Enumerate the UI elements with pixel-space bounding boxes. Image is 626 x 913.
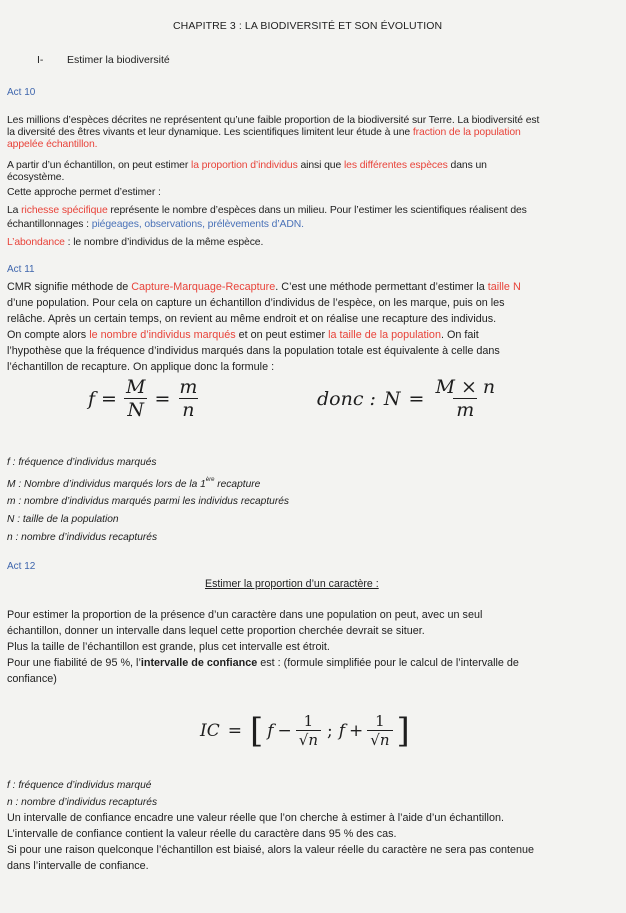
act11-paragraph-line xyxy=(7,329,479,342)
denominator: n xyxy=(179,398,197,421)
text-span: : le nombre d’individus de la même espèce. xyxy=(64,237,264,248)
act12-paragraph-line: Pour estimer la proportion de la présence d’un caractère dans une population on peut, avec un seul xyxy=(7,609,483,621)
definition-f: f : fréquence d’individus marqués xyxy=(7,457,157,468)
denominator: √n xyxy=(367,730,392,749)
highlight-text: appelée échantillon. xyxy=(7,139,98,150)
act12-conclusion-line: L’intervalle de confiance contient la valeur réelle du caractère dans 95 % des cas. xyxy=(7,828,397,840)
act12-label: Act 12 xyxy=(7,561,36,572)
highlight-text: la proportion d’individus xyxy=(191,160,298,171)
highlight-text: la taille de la population xyxy=(328,329,441,341)
section-number: I- xyxy=(37,54,44,66)
act10-paragraph-line xyxy=(7,160,487,172)
numerator: m xyxy=(179,376,198,398)
text-span: Pour une fiabilité de 95 %, l’ xyxy=(7,657,141,669)
highlight-text: richesse spécifique xyxy=(21,205,108,216)
text-span: recapture xyxy=(214,479,261,490)
act12-subtitle: Estimer la proportion d’un caractère : xyxy=(205,578,379,590)
act11-paragraph-line: l’échantillon de recapture. On applique donc la formule : xyxy=(7,361,275,373)
act11-paragraph-line xyxy=(7,281,521,294)
act10-paragraph-line: écosystème. xyxy=(7,172,65,183)
text-span: ainsi que xyxy=(297,160,344,171)
fraction xyxy=(123,376,148,421)
text-span: la diversité des êtres vivants et leur dynamique. Les scientifiques limitent leur étude à une xyxy=(7,127,413,138)
text-span: est : (formule simplifiée pour le calcul de l’intervalle de xyxy=(257,657,519,669)
formula-symbol: ; xyxy=(327,720,333,741)
act12-conclusion-line: Un intervalle de confiance encadre une valeur réelle que l’on cherche à estimer à l’aide d’un échantillon. xyxy=(7,812,504,824)
highlight-text: les différentes espèces xyxy=(343,160,448,171)
definition-N: N : taille de la population xyxy=(7,514,119,525)
cmr-population-formula xyxy=(317,376,498,421)
highlight-text: fraction de la population xyxy=(412,127,521,138)
formula-symbol: = xyxy=(154,387,171,410)
formula-symbol: + xyxy=(349,720,364,741)
text-span: CMR signifie méthode de xyxy=(7,281,132,293)
definition-m: m : nombre d’individus marqués parmi les individus recapturés xyxy=(7,496,289,507)
text-span: La xyxy=(7,205,22,216)
formula-symbol: f xyxy=(338,720,346,741)
numerator: M × n xyxy=(435,376,496,398)
formula-symbol: f xyxy=(267,720,274,741)
formula-word: donc : xyxy=(317,387,376,410)
text-span: . C’est une méthode permettant d’estimer la xyxy=(275,281,488,293)
numerator: 1 xyxy=(375,712,385,730)
formula-symbol: − xyxy=(277,720,292,741)
definition-n: n : nombre d’individus recapturés xyxy=(7,532,158,543)
act11-label: Act 11 xyxy=(7,264,35,275)
act10-paragraph-line xyxy=(7,219,304,231)
fraction xyxy=(176,376,200,421)
definition-f: f : fréquence d’individus marqué xyxy=(7,780,152,791)
formula-symbol: N xyxy=(383,387,401,410)
highlight-text: le nombre d’individus marqués xyxy=(89,329,236,341)
act11-paragraph-line: relâche. Après un certain temps, on revient au même endroit et on réalise une recapture des individus. xyxy=(7,313,497,325)
highlight-text: Capture-Marquage-Recapture xyxy=(131,281,276,293)
text-span: . On fait xyxy=(440,329,479,341)
highlight-text: piégeages, observations, prélèvements d’ADN. xyxy=(91,219,304,230)
text-span: A partir d’un échantillon, on peut estimer xyxy=(7,160,191,171)
fraction xyxy=(432,376,498,421)
formula-symbol: = xyxy=(227,720,242,741)
act11-paragraph-line: l’hypothèse que la fréquence d’individus marqués dans la population totale est équivalente à celle dans xyxy=(7,345,500,357)
definition-M xyxy=(7,477,260,490)
highlight-text: taille N xyxy=(487,281,521,293)
fraction xyxy=(367,712,392,749)
definition-n: n : nombre d’individus recapturés xyxy=(7,797,158,808)
cmr-frequency-formula xyxy=(88,376,200,421)
text-span: échantillonnages : xyxy=(7,219,92,230)
chapter-title: CHAPITRE 3 : LA BIODIVERSITÉ ET SON ÉVOLUTION xyxy=(173,20,443,32)
act12-paragraph-line: Plus la taille de l’échantillon est grande, plus cet intervalle est étroit. xyxy=(7,641,330,653)
formula-symbol: IC xyxy=(200,720,220,741)
act10-paragraph-line xyxy=(7,205,527,217)
bracket-left: [ xyxy=(249,710,264,751)
denominator: N xyxy=(124,398,147,421)
act10-paragraph-line: Cette approche permet d’estimer : xyxy=(7,187,161,198)
text-span: M : Nombre d’individus marqués lors de la 1 xyxy=(7,479,206,490)
act12-paragraph-line: échantillon, donner un intervalle dans lequel cette proportion cherchée devrait se situer. xyxy=(7,625,425,637)
formula-symbol: f xyxy=(88,387,96,410)
fraction xyxy=(296,712,321,749)
text-span: dans un xyxy=(447,160,487,171)
formula-symbol: = xyxy=(101,387,117,410)
act12-paragraph-line: confiance) xyxy=(7,673,57,685)
superscript: ère xyxy=(205,477,215,483)
highlight-text: L’abondance xyxy=(7,237,65,248)
act10-label: Act 10 xyxy=(7,87,36,98)
confidence-interval-formula xyxy=(200,712,410,749)
act11-paragraph-line: d’une population. Pour cela on capture un échantillon d’individus de l’espèce, on les marque, puis on les xyxy=(7,297,505,309)
text-span: représente le nombre d’espèces dans un milieu. Pour l’estimer les scientifiques réalisent des xyxy=(107,205,527,216)
denominator: m xyxy=(453,398,477,421)
text-span: et on peut estimer xyxy=(235,329,329,341)
denominator: √n xyxy=(296,730,321,749)
numerator: M xyxy=(125,376,146,398)
text-span: On compte alors xyxy=(7,329,90,341)
bold-text: intervalle de confiance xyxy=(140,657,258,669)
act10-paragraph-line xyxy=(7,237,263,249)
act10-paragraph-line xyxy=(7,127,521,139)
bracket-right: ] xyxy=(396,710,410,751)
act10-paragraph-line: Les millions d’espèces décrites ne représentent qu’une faible proportion de la biodiversité sur Terre. La biodiversité est xyxy=(7,115,540,126)
act12-conclusion-line: dans l’intervalle de confiance. xyxy=(7,860,149,872)
act12-paragraph-line xyxy=(7,657,519,670)
formula-symbol: = xyxy=(408,387,425,410)
act12-conclusion-line: Si pour une raison quelconque l’échantillon est biaisé, alors la valeur réelle du caractère ne sera pas contenue xyxy=(7,844,534,856)
section-title: Estimer la biodiversité xyxy=(67,54,170,66)
numerator: 1 xyxy=(303,712,314,730)
